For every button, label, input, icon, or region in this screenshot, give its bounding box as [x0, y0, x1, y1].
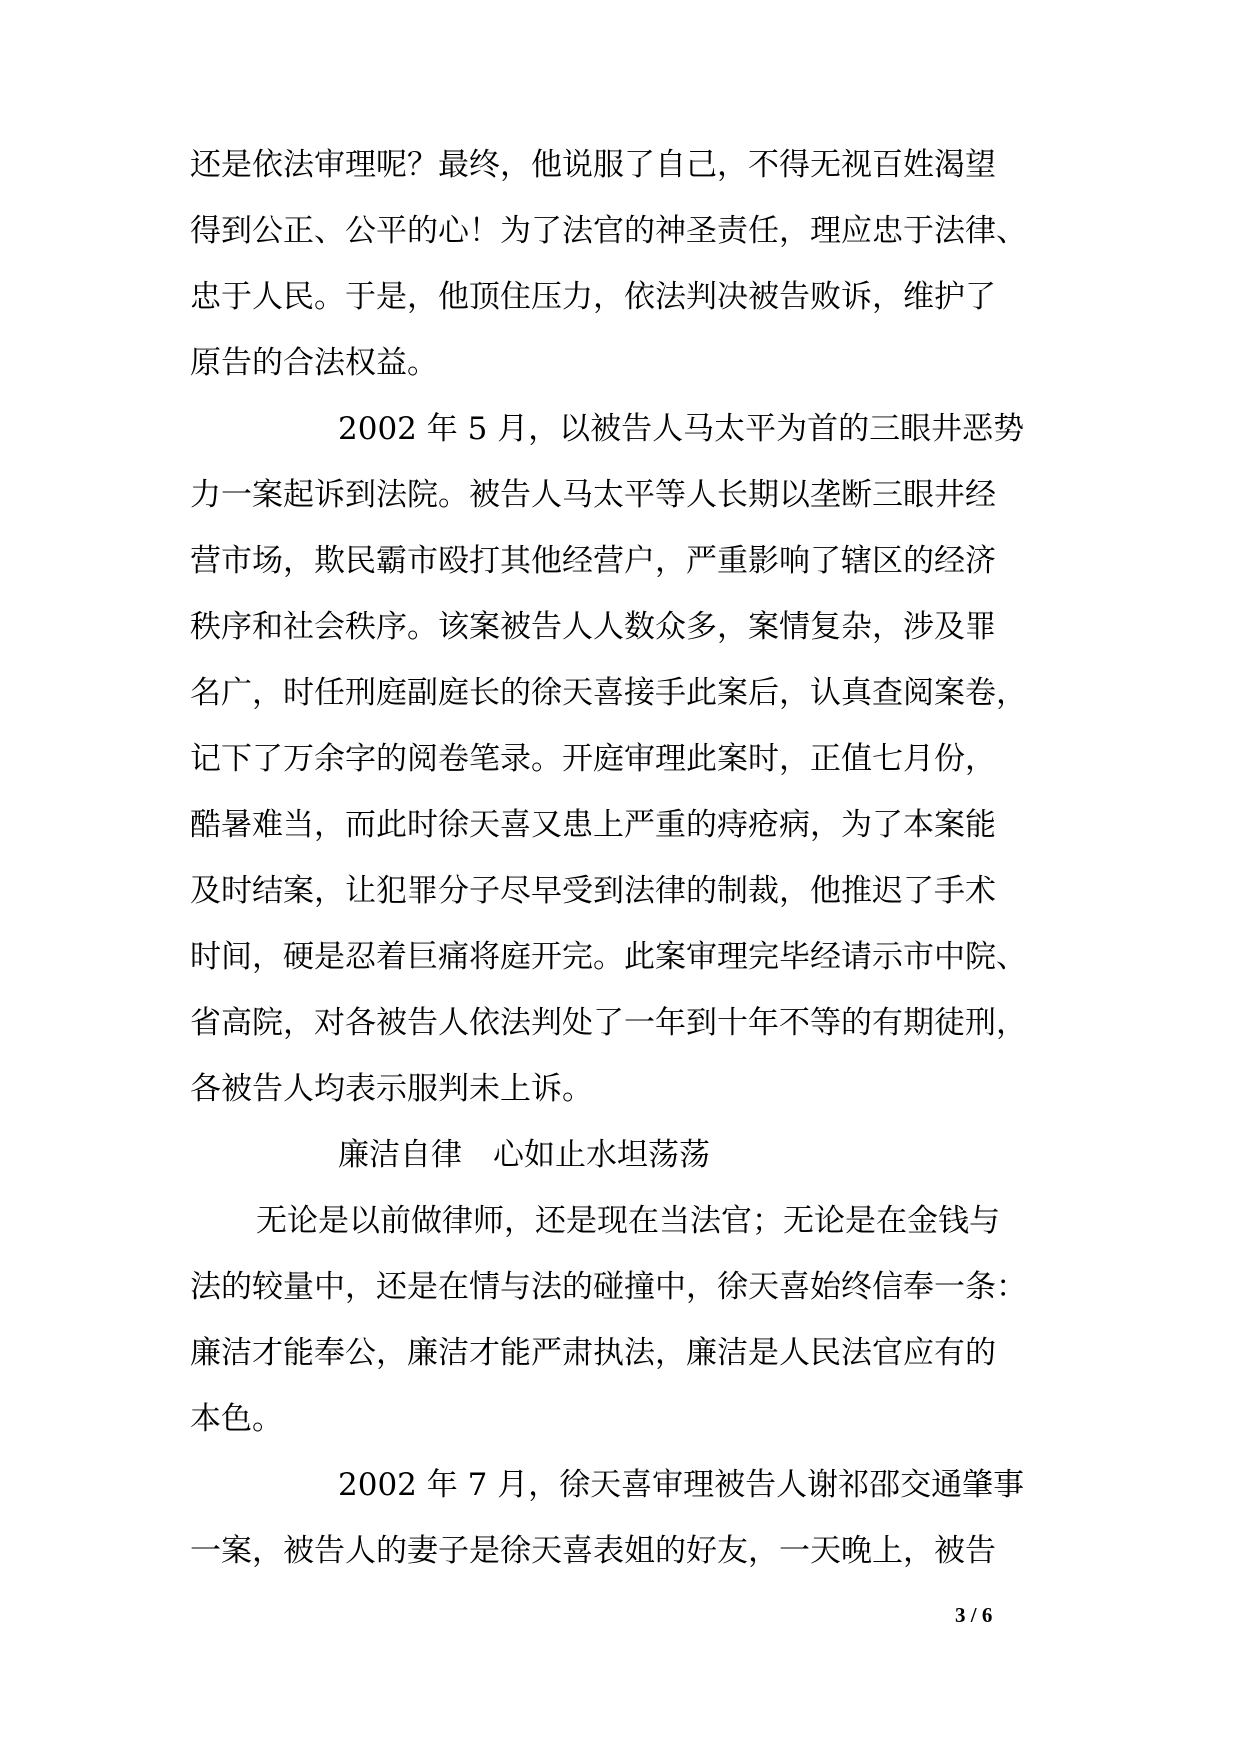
- text-line: 秩序和社会秩序。该案被告人人数众多，案情复杂，涉及罪: [190, 609, 996, 645]
- text-line: 及时结案，让犯罪分子尽早受到法律的制裁，他推迟了手术: [190, 873, 996, 909]
- text-line: 时间，硬是忍着巨痛将庭开完。此案审理完毕经请示市中院、: [190, 939, 1027, 975]
- text-line: 还是依法审理呢？最终，他说服了自己，不得无视百姓渴望: [190, 147, 996, 183]
- text-line: 得到公正、公平的心！为了法官的神圣责任，理应忠于法律、: [190, 213, 1027, 249]
- text-line: 营市场，欺民霸市殴打其他经营户，严重影响了辖区的经济: [190, 543, 996, 579]
- text-line: 一案，被告人的妻子是徐天喜表姐的好友，一天晚上，被告: [190, 1533, 996, 1569]
- paragraph-first-line: 无论是以前做律师，还是现在当法官；无论是在金钱与: [256, 1203, 1000, 1239]
- text-line: 本色。: [190, 1401, 283, 1437]
- text-line: 法的较量中，还是在情与法的碰撞中，徐天喜始终信奉一条：: [190, 1269, 1027, 1305]
- page-number: 3 / 6: [955, 1603, 993, 1627]
- text-line: 名广，时任刑庭副庭长的徐天喜接手此案后，认真查阅案卷，: [190, 675, 1027, 711]
- text-line: 忠于人民。于是，他顶住压力，依法判决被告败诉，维护了: [190, 279, 996, 315]
- text-line: 记下了万余字的阅卷笔录。开庭审理此案时，正值七月份，: [190, 741, 996, 777]
- text-line: 力一案起诉到法院。被告人马太平等人长期以垄断三眼井经: [190, 477, 996, 513]
- text-line: 酷暑难当，而此时徐天喜又患上严重的痔疮病，为了本案能: [190, 807, 996, 843]
- text-line: 廉洁才能奉公，廉洁才能严肃执法，廉洁是人民法官应有的: [190, 1335, 996, 1371]
- text-line: 各被告人均表示服判未上诉。: [190, 1071, 593, 1107]
- text-line: 原告的合法权益。: [190, 345, 438, 381]
- paragraph-first-line: 2002 年 5 月，以被告人马太平为首的三眼井恶势: [338, 411, 1025, 447]
- section-heading: 廉洁自律 心如止水坦荡荡: [338, 1137, 710, 1173]
- text-line: 省高院，对各被告人依法判处了一年到十年不等的有期徒刑，: [190, 1005, 1027, 1041]
- paragraph-first-line: 2002 年 7 月，徐天喜审理被告人谢祁邵交通肇事: [338, 1467, 1025, 1503]
